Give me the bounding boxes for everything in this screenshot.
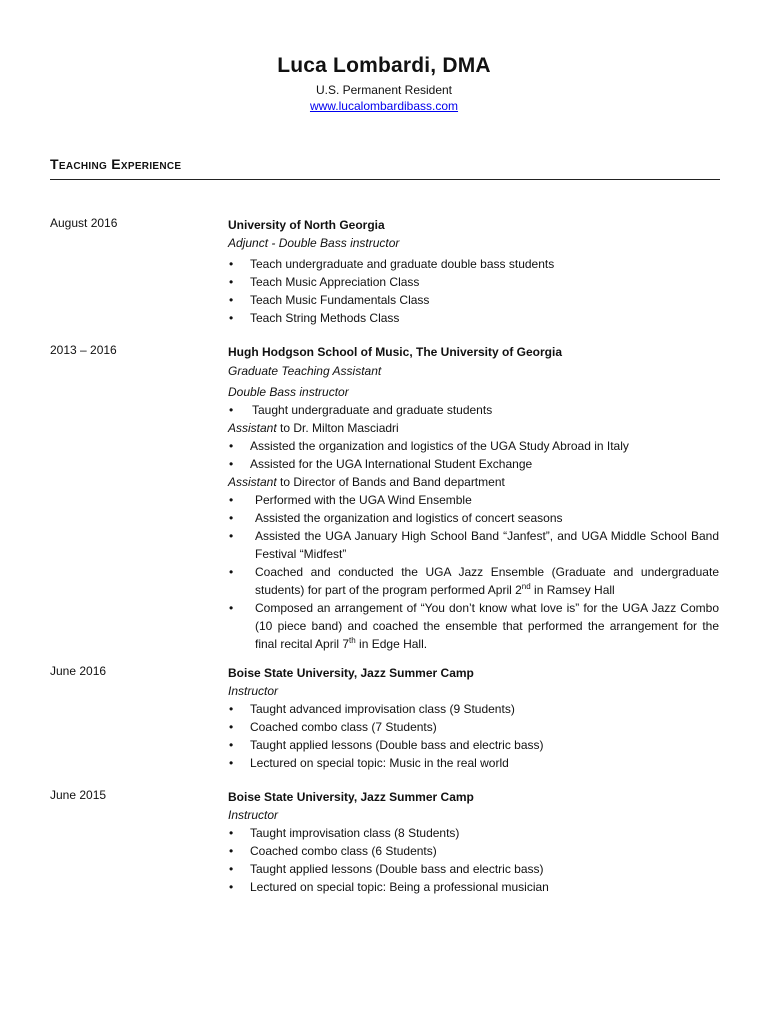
entry-content	[228, 216, 719, 327]
entry-content	[228, 788, 719, 896]
list-item: • Coached combo class (7 Students)	[229, 720, 437, 734]
assistant-heading: Assistant to Director of Bands and Band department	[228, 475, 505, 489]
duties-list	[228, 255, 719, 327]
candidate-name: Luca Lombardi, DMA	[277, 54, 491, 77]
institution-name: Boise State University, Jazz Summer Camp	[228, 790, 474, 804]
resume-header	[0, 54, 768, 113]
list-item: • Assisted for the UGA International Student Exchange	[229, 457, 533, 471]
list-item: • Assisted the organization and logistics of concert seasons	[229, 511, 563, 525]
list-item: • Teach Music Fundamentals Class	[229, 293, 430, 307]
list-item: • Assisted the UGA January High School Band “Janfest”, and UGA Middle School Band Festival “Midfest”	[229, 529, 719, 561]
list-item: • Performed with the UGA Wind Ensemble	[229, 493, 472, 507]
role-subtitle: Double Bass instructor	[228, 385, 349, 399]
list-item: • Taught applied lessons (Double bass and electric bass)	[229, 738, 544, 752]
institution-name: University of North Georgia	[228, 218, 385, 232]
duties-list	[228, 824, 719, 896]
entry-date: August 2016	[50, 216, 118, 230]
list-item: • Taught applied lessons (Double bass and electric bass)	[229, 862, 544, 876]
entry-date: June 2016	[50, 664, 107, 678]
section-title-teaching-experience: Teaching Experience	[50, 156, 720, 180]
duties-list	[228, 491, 719, 653]
role-title: Graduate Teaching Assistant	[228, 364, 382, 378]
duties-list	[228, 401, 719, 419]
list-item: • Coached and conducted the UGA Jazz Ensemble (Graduate and undergraduate students) for part of the program performed April 2nd in Ramsey Hall	[229, 565, 719, 597]
list-item: • Assisted the organization and logistics of the UGA Study Abroad in Italy	[229, 439, 629, 453]
entry-content	[228, 343, 719, 653]
list-item: • Lectured on special topic: Music in the real world	[229, 756, 509, 770]
list-item: • Lectured on special topic: Being a professional musician	[229, 880, 549, 894]
role-title: Instructor	[228, 684, 279, 698]
role-title: Adjunct - Double Bass instructor	[228, 236, 400, 250]
entry-date: 2013 – 2016	[50, 343, 117, 357]
list-item: • Teach Music Appreciation Class	[229, 275, 420, 289]
residency-status: U.S. Permanent Resident	[315, 83, 453, 97]
assistant-heading: Assistant to Dr. Milton Masciadri	[228, 421, 399, 435]
role-title: Instructor	[228, 808, 279, 822]
duties-list	[228, 700, 719, 772]
institution-name: Boise State University, Jazz Summer Camp	[228, 666, 474, 680]
entry-date: June 2015	[50, 788, 107, 802]
list-item: • Coached combo class (6 Students)	[229, 844, 437, 858]
entry-content	[228, 664, 719, 772]
list-item: • Composed an arrangement of “You don’t know what love is” for the UGA Jazz Combo (10 piece band) and coached the ensemble that performed the arrangement for the final recital April 7th in Edge Hall.	[229, 601, 719, 651]
list-item: • Teach String Methods Class	[229, 311, 400, 325]
list-item: • Teach undergraduate and graduate double bass students	[229, 257, 555, 271]
duties-list	[228, 437, 719, 473]
list-item: • Taught improvisation class (8 Students)	[229, 826, 460, 840]
website-link[interactable]: www.lucalombardibass.com	[309, 99, 459, 113]
list-item: • Taught undergraduate and graduate students	[229, 403, 493, 417]
list-item: • Taught advanced improvisation class (9 Students)	[229, 702, 515, 716]
institution-name: Hugh Hodgson School of Music, The University of Georgia	[228, 345, 563, 359]
